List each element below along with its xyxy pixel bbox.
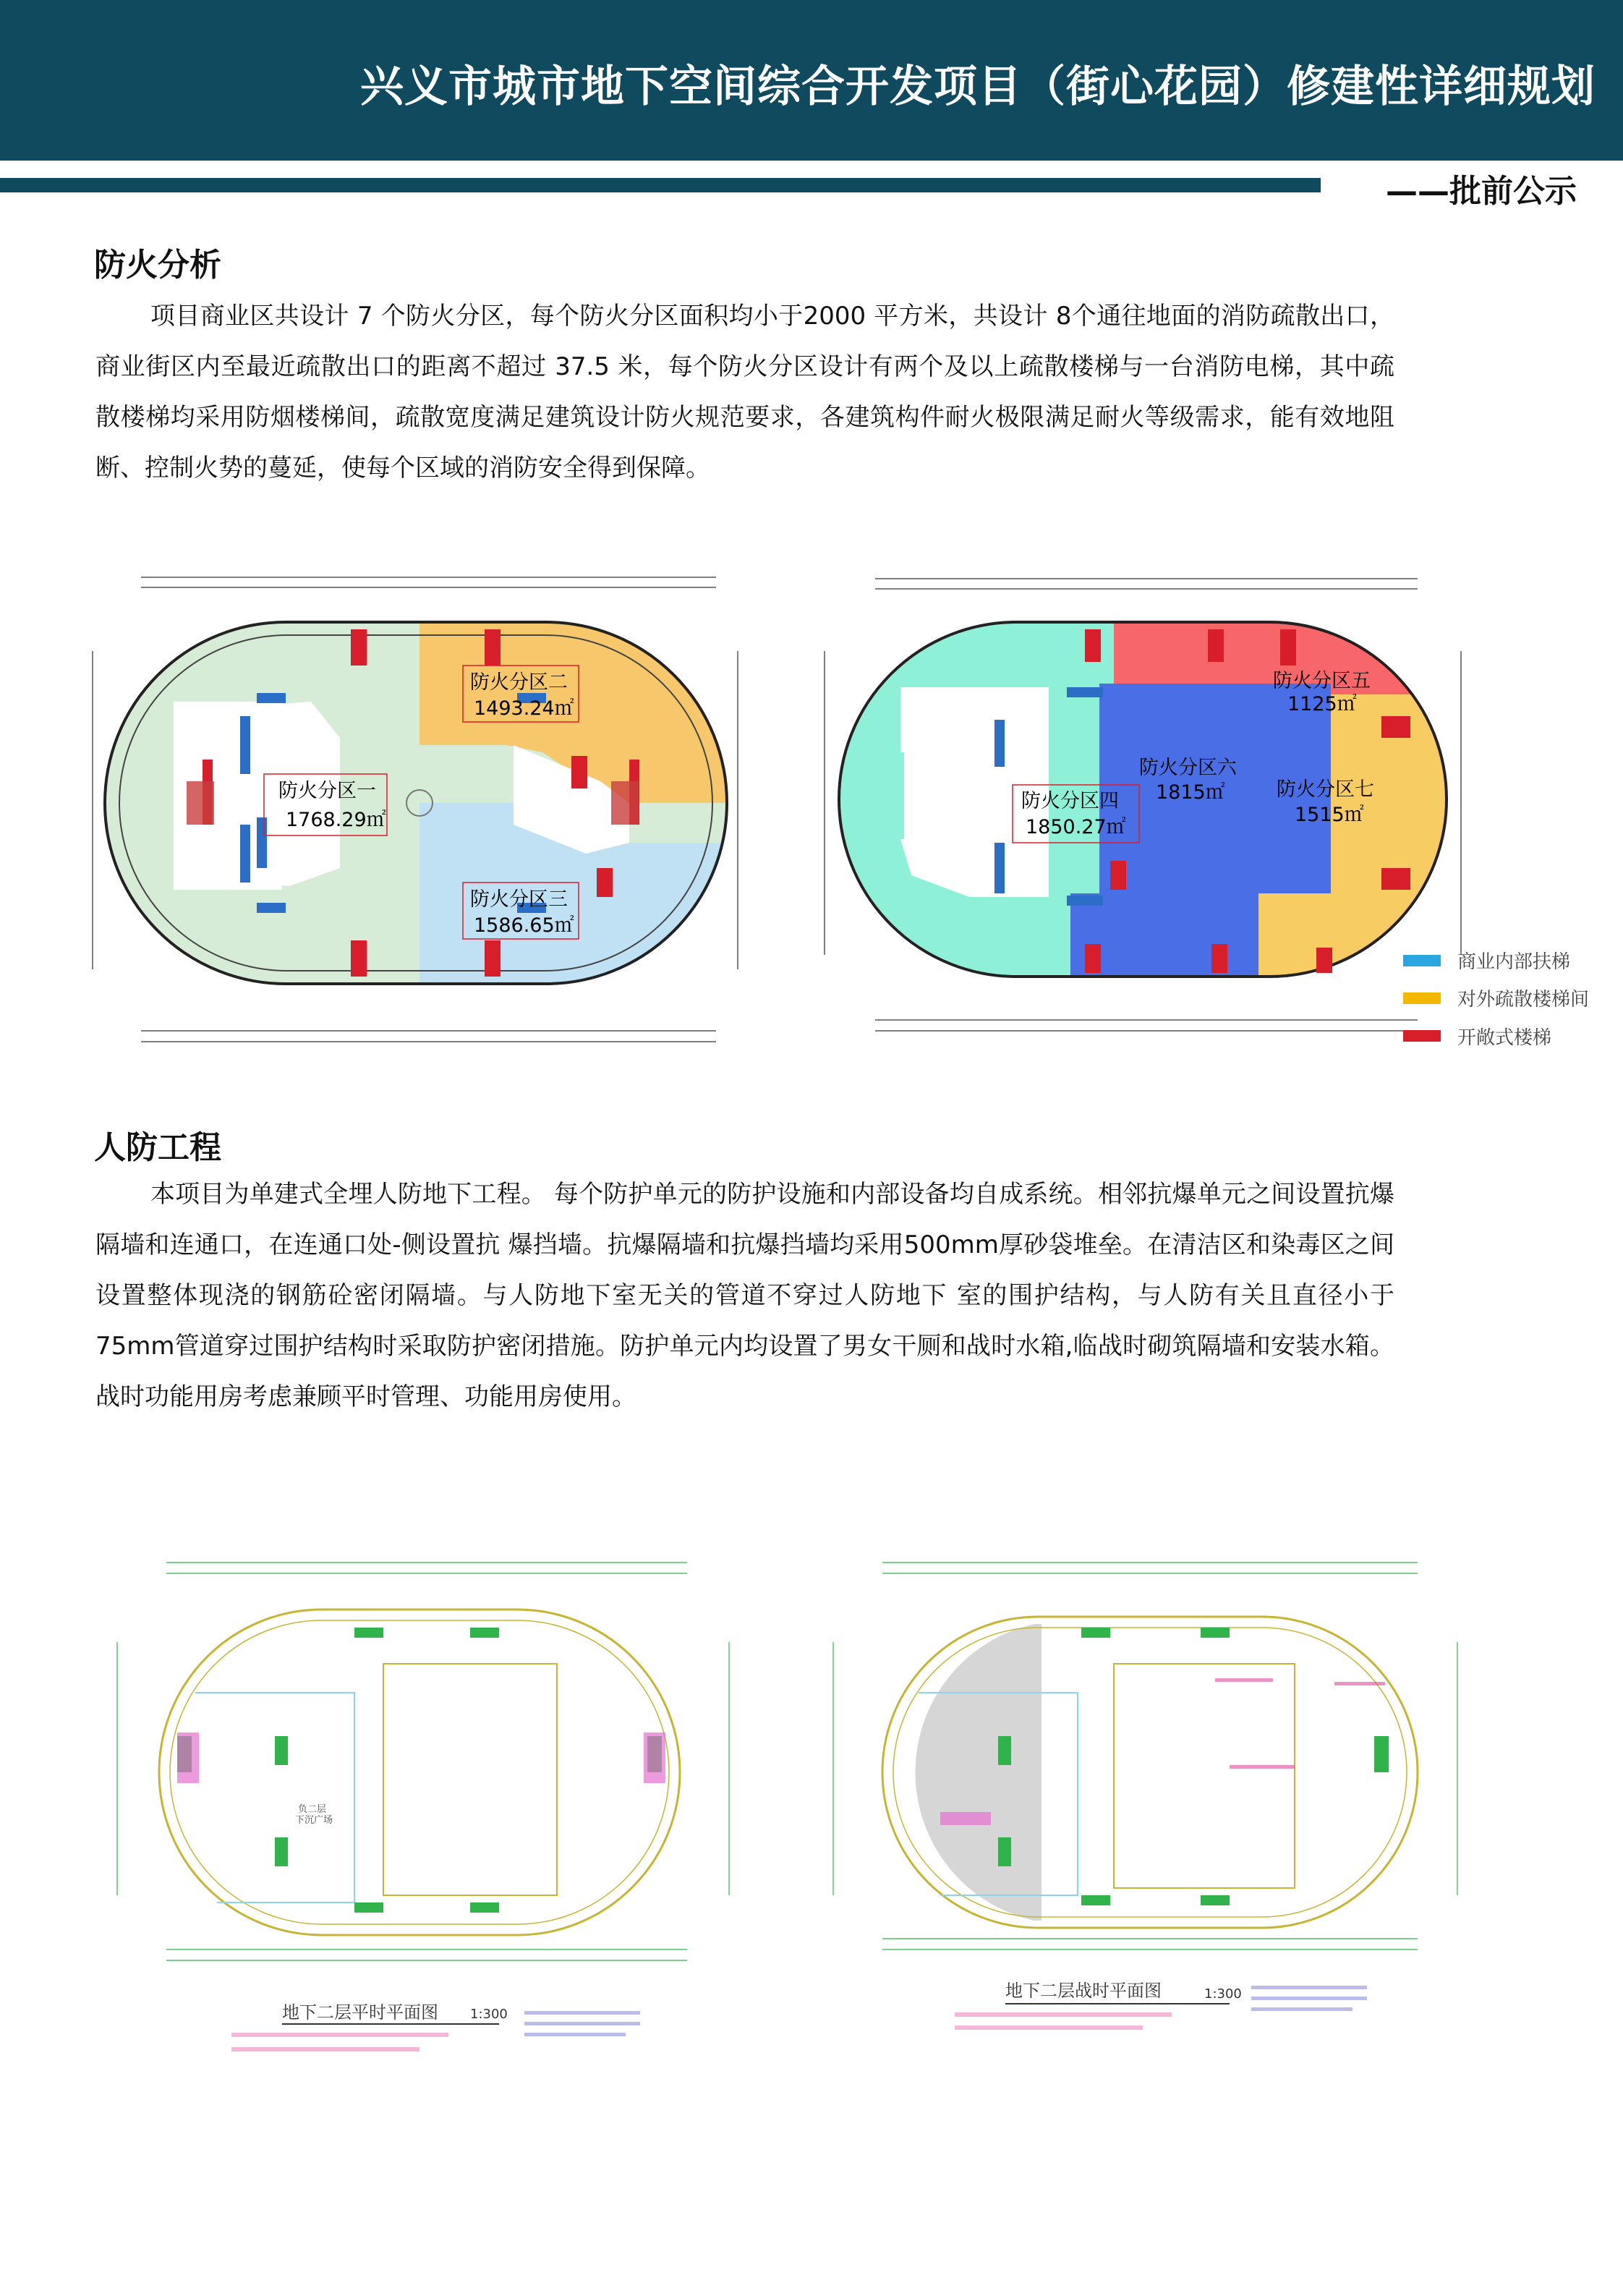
svg-text:下沉广场: 下沉广场	[295, 1815, 333, 1826]
page-title: 兴义市城市地下空间综合开发项目（街心花园）修建性详细规划	[360, 61, 1596, 112]
stair-marks	[998, 1628, 1389, 1905]
drawing-scale-right: 1:300	[1204, 1986, 1242, 2002]
zone-7-area: 1515㎡	[1295, 804, 1364, 826]
legend	[1403, 948, 1606, 1056]
zone-7-name: 防火分区七	[1277, 778, 1374, 801]
fire-section-title: 防火分析	[94, 247, 221, 284]
svg-text:负二层: 负二层	[298, 1804, 327, 1815]
zone-4-area: 1850.27㎡	[1026, 816, 1126, 838]
drawing-peacetime	[108, 1555, 738, 2083]
drawing-caption-left: 地下二层平时平面图	[282, 2002, 438, 2023]
zone-2-area: 1493.24㎡	[474, 697, 574, 720]
zone-5-area: 1125㎡	[1287, 693, 1357, 715]
zone-5-name: 防火分区五	[1273, 670, 1371, 692]
drawing-wartime	[825, 1555, 1468, 2083]
zone-6-name: 防火分区六	[1139, 757, 1237, 779]
zone-1-name: 防火分区一	[278, 780, 376, 802]
drawing-caption-right: 地下二层战时平面图	[1005, 1981, 1162, 2001]
drawing-scale-left: 1:300	[470, 2007, 508, 2022]
zone-4-name: 防火分区四	[1021, 790, 1119, 812]
civil-section-title: 人防工程	[94, 1129, 221, 1166]
zone-3-area: 1586.65㎡	[474, 914, 574, 937]
page-subtitle: ——批前公示	[1386, 173, 1577, 210]
zone-1-area: 1768.29㎡	[286, 809, 386, 831]
civil-section-text: 本项目为单建式全埋人防地下工程。 每个防护单元的防护设施和内部设备均自成系统。相邻抗爆单元之间设置抗爆隔墙和连通口，在连通口处-侧设置抗 爆挡墙。抗爆隔墙和抗爆挡墙均采用500mm厚砂袋堆垒。在清洁区和染毒区之间设置整体现浇的钢筋砼密闭隔墙。与人防地下室无关的管道不穿过人防地下 室的围护结构，与人防有关且直径小于75mm管道穿过围护结构时采取防护密闭措施。防护单元内均设置了男女干厕和战时水箱,临战时砌筑隔墙和安装水箱。 战时功能用房考虑兼顾平时管理、功能用房使用。	[95, 1180, 1394, 1411]
legend-label-exit-stair: 对外疏散楼梯间	[1457, 989, 1590, 1011]
civil-defense-zone	[916, 1624, 1041, 1921]
fire-plan-right	[810, 564, 1475, 1056]
legend-swatch-exit-stair	[1403, 992, 1441, 1004]
fire-section-text: 项目商业区共设计 7 个防火分区，每个防火分区面积均小于2000 平方米，共设计 8个通往地面的消防疏散出口，商业街区内至最近疏散出口的距离不超过 37.5 米，每个防火分区设计有两个及以上疏散楼梯与一台消防电梯，其中疏散楼梯均采用防烟楼梯间，疏散宽度满足建筑设计防火规范要求，各建筑构件耐火极限满足耐火等级需求，能有效地阻断、控制火势的蔓延，使每个区域的消防安全得到保障。	[95, 302, 1394, 482]
zone-6-area: 1815㎡	[1156, 781, 1225, 804]
zone-2-name: 防火分区二	[470, 671, 568, 694]
plan-outline	[159, 1610, 680, 1935]
zone-3-name: 防火分区三	[470, 888, 568, 911]
legend-swatch-open-stair	[1403, 1030, 1441, 1042]
zone-label-5	[1273, 670, 1371, 715]
legend-label-open-stair: 开敞式楼梯	[1457, 1027, 1552, 1049]
legend-label-escalator: 商业内部扶梯	[1457, 951, 1571, 973]
legend-swatch-escalator	[1403, 955, 1441, 966]
dimension-lines	[117, 1562, 729, 1960]
stair-marks	[177, 1628, 662, 1913]
fire-plan-left	[80, 564, 752, 1056]
header-rule	[0, 178, 1321, 192]
